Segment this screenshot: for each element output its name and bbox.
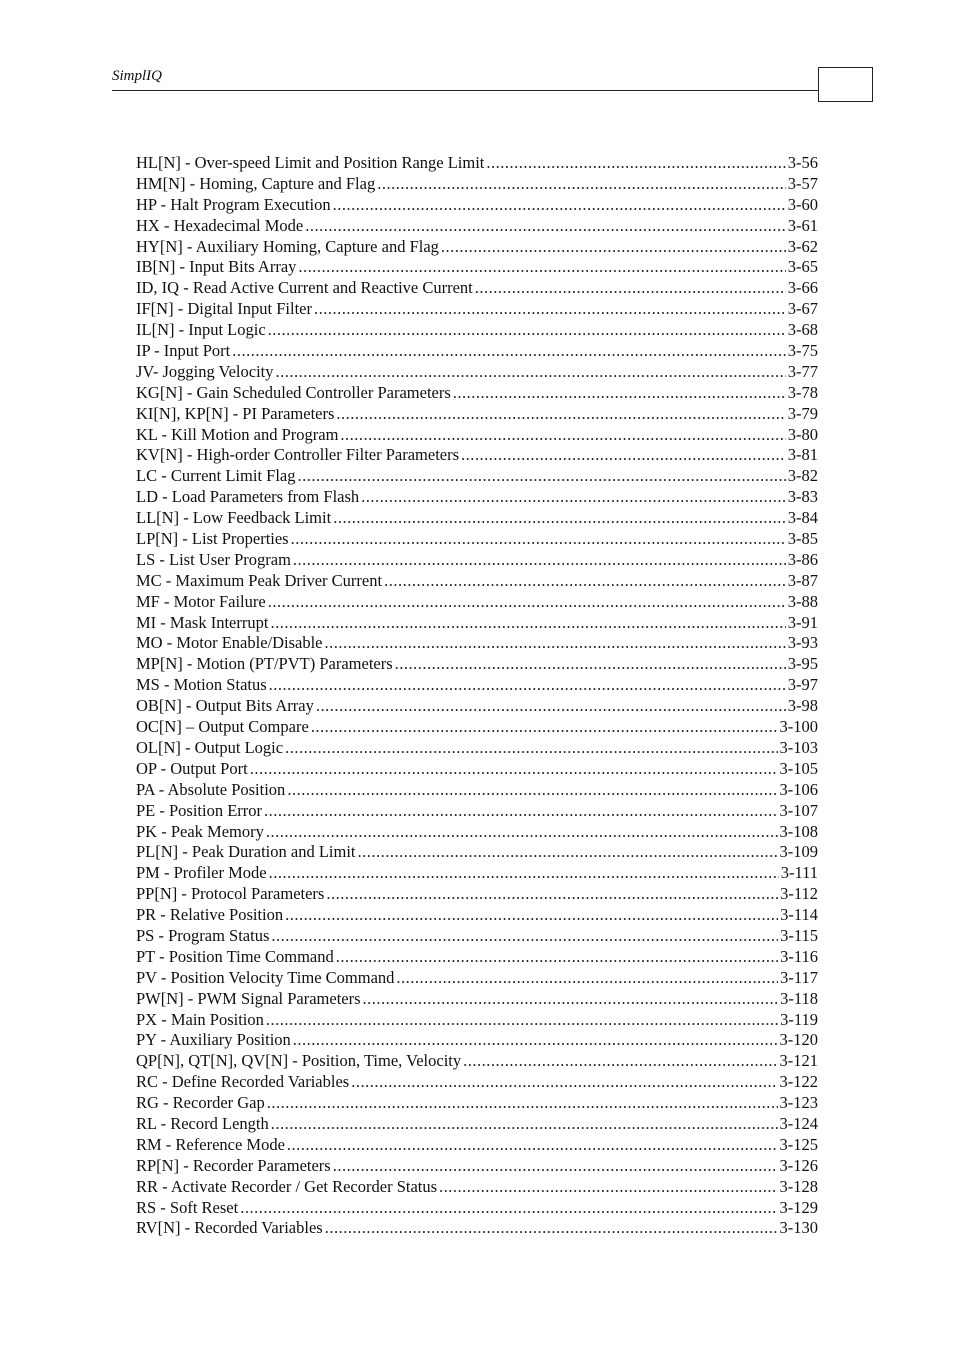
toc-entry-title: HX - Hexadecimal Mode: [136, 215, 304, 235]
toc-entry[interactable]: [136, 633, 818, 654]
toc-entry-page: 3-79: [787, 403, 818, 423]
toc-dot-leader: [395, 654, 786, 675]
toc-entry-page: 3-82: [787, 466, 818, 486]
toc-entry[interactable]: [136, 968, 818, 989]
toc-entry-page: 3-129: [779, 1197, 818, 1217]
toc-entry-page: 3-112: [780, 884, 818, 904]
toc-dot-leader: [266, 822, 778, 843]
toc-entry-title: PK - Peak Memory: [136, 821, 264, 841]
toc-entry-title: KV[N] - High-order Controller Filter Parameters: [136, 445, 460, 465]
toc-entry[interactable]: [136, 1135, 818, 1156]
toc-entry-title: IP - Input Port: [136, 341, 231, 361]
toc-entry[interactable]: [136, 989, 818, 1010]
toc-entry[interactable]: [136, 842, 818, 863]
toc-entry-title: PY - Auxiliary Position: [136, 1030, 291, 1050]
toc-dot-leader: [326, 884, 778, 905]
toc-entry-title: ID, IQ - Read Active Current and Reactive Current: [136, 278, 473, 298]
toc-dot-leader: [316, 696, 786, 717]
toc-dot-leader: [269, 863, 779, 884]
toc-dot-leader: [287, 1135, 778, 1156]
toc-dot-leader: [271, 926, 778, 947]
toc-dot-leader: [287, 780, 777, 801]
toc-dot-leader: [276, 362, 786, 383]
toc-entry-page: 3-115: [780, 925, 818, 945]
toc-dot-leader: [363, 989, 779, 1010]
toc-entry[interactable]: [136, 1030, 818, 1051]
toc-entry-page: 3-123: [779, 1093, 818, 1113]
toc-entry-page: 3-98: [787, 696, 818, 716]
toc-entry[interactable]: [136, 1156, 818, 1177]
toc-entry[interactable]: [136, 487, 818, 508]
toc-entry[interactable]: [136, 1010, 818, 1031]
toc-entry-page: 3-86: [787, 549, 818, 569]
toc-dot-leader: [463, 1051, 777, 1072]
toc-entry-page: 3-95: [787, 654, 818, 674]
toc-dot-leader: [267, 1093, 778, 1114]
toc-entry-title: PT - Position Time Command: [136, 946, 334, 966]
toc-entry-title: MC - Maximum Peak Driver Current: [136, 570, 383, 590]
toc-entry-title: OL[N] - Output Logic: [136, 737, 284, 757]
toc-entry-title: PE - Position Error: [136, 800, 263, 820]
toc-entry-title: PM - Profiler Mode: [136, 863, 267, 883]
toc-dot-leader: [453, 383, 786, 404]
toc-entry-title: LC - Current Limit Flag: [136, 466, 296, 486]
toc-dot-leader: [264, 801, 777, 822]
toc-entry-title: OC[N] – Output Compare: [136, 717, 309, 737]
toc-entry-title: MS - Motion Status: [136, 675, 267, 695]
toc-entry[interactable]: [136, 1198, 818, 1219]
toc-dot-leader: [250, 759, 778, 780]
toc-entry-page: 3-60: [787, 194, 818, 214]
toc-entry[interactable]: [136, 174, 818, 195]
toc-entry-title: RL - Record Length: [136, 1113, 269, 1133]
toc-entry-page: 3-78: [787, 382, 818, 402]
toc-dot-leader: [293, 550, 786, 571]
toc-entry[interactable]: [136, 1114, 818, 1135]
toc-dot-leader: [336, 947, 778, 968]
toc-entry-title: JV- Jogging Velocity: [136, 361, 274, 381]
toc-entry-page: 3-111: [780, 863, 818, 883]
toc-entry-page: 3-100: [779, 717, 818, 737]
toc-entry[interactable]: [136, 654, 818, 675]
toc-entry-title: HY[N] - Auxiliary Homing, Capture and Flag: [136, 236, 439, 256]
toc-entry-title: RM - Reference Mode: [136, 1134, 285, 1154]
toc-dot-leader: [271, 1114, 778, 1135]
toc-entry-title: PR - Relative Position: [136, 905, 284, 925]
toc-entry-page: 3-121: [779, 1051, 818, 1071]
toc-entry-title: KI[N], KP[N] - PI Parameters: [136, 403, 335, 423]
toc-entry-page: 3-97: [787, 675, 818, 695]
toc-dot-leader: [461, 445, 786, 466]
toc-dot-leader: [291, 529, 786, 550]
toc-dot-leader: [361, 487, 786, 508]
toc-entry-page: 3-107: [779, 800, 818, 820]
running-header-title: SimplIQ: [112, 68, 162, 84]
toc-dot-leader: [285, 738, 777, 759]
toc-entry-title: RS - Soft Reset: [136, 1197, 239, 1217]
toc-dot-leader: [486, 153, 785, 174]
toc-entry-page: 3-114: [780, 905, 818, 925]
toc-dot-leader: [325, 1218, 778, 1239]
toc-entry[interactable]: [136, 759, 818, 780]
toc-dot-leader: [336, 404, 785, 425]
toc-entry-title: MP[N] - Motion (PT/PVT) Parameters: [136, 654, 393, 674]
toc-dot-leader: [298, 257, 785, 278]
toc-entry-page: 3-120: [779, 1030, 818, 1050]
toc-entry-page: 3-91: [787, 612, 818, 632]
toc-entry-page: 3-108: [779, 821, 818, 841]
toc-entry-page: 3-103: [779, 737, 818, 757]
toc-entry-title: IB[N] - Input Bits Array: [136, 257, 297, 277]
toc-dot-leader: [333, 508, 786, 529]
toc-entry[interactable]: [136, 404, 818, 425]
toc-entry[interactable]: [136, 425, 818, 446]
toc-dot-leader: [439, 1177, 777, 1198]
toc-entry-title: LL[N] - Low Feedback Limit: [136, 508, 332, 528]
toc-dot-leader: [268, 320, 786, 341]
toc-entry-title: RR - Activate Recorder / Get Recorder Status: [136, 1176, 438, 1196]
toc-entry[interactable]: [136, 1218, 818, 1239]
toc-entry-page: 3-65: [787, 257, 818, 277]
toc-entry-title: PV - Position Velocity Time Command: [136, 967, 395, 987]
toc-entry[interactable]: [136, 216, 818, 237]
toc-entry[interactable]: [136, 466, 818, 487]
toc-entry-page: 3-125: [779, 1134, 818, 1154]
toc-entry-page: 3-116: [780, 946, 818, 966]
toc-entry-title: KL - Kill Motion and Program: [136, 424, 339, 444]
toc-entry-page: 3-93: [787, 633, 818, 653]
toc-dot-leader: [377, 174, 786, 195]
toc-entry[interactable]: [136, 383, 818, 404]
toc-dot-leader: [333, 195, 786, 216]
toc-entry-page: 3-85: [787, 529, 818, 549]
toc-entry-title: RG - Recorder Gap: [136, 1093, 265, 1113]
toc-entry[interactable]: [136, 592, 818, 613]
toc-entry-page: 3-119: [780, 1009, 818, 1029]
toc-entry-title: PL[N] - Peak Duration and Limit: [136, 842, 356, 862]
toc-entry-title: KG[N] - Gain Scheduled Controller Parameters: [136, 382, 451, 402]
toc-entry-title: OB[N] - Output Bits Array: [136, 696, 314, 716]
toc-entry-title: RC - Define Recorded Variables: [136, 1072, 350, 1092]
toc-dot-leader: [314, 299, 786, 320]
toc-entry-title: PA - Absolute Position: [136, 779, 286, 799]
toc-entry-page: 3-105: [779, 758, 818, 778]
toc-entry[interactable]: [136, 341, 818, 362]
toc-entry[interactable]: [136, 550, 818, 571]
toc-entry[interactable]: [136, 153, 818, 174]
toc-dot-leader: [396, 968, 778, 989]
toc-entry-title: OP - Output Port: [136, 758, 248, 778]
toc-entry-title: PS - Program Status: [136, 925, 270, 945]
header-rule: [112, 90, 818, 91]
toc-entry[interactable]: [136, 257, 818, 278]
toc-dot-leader: [269, 675, 786, 696]
toc-entry-page: 3-87: [787, 570, 818, 590]
toc-dot-leader: [240, 1198, 777, 1219]
toc-entry[interactable]: [136, 822, 818, 843]
toc-entry[interactable]: [136, 613, 818, 634]
toc-entry-title: LD - Load Parameters from Flash: [136, 487, 360, 507]
toc-dot-leader: [311, 717, 778, 738]
toc-dot-leader: [384, 571, 786, 592]
toc-entry-title: IL[N] - Input Logic: [136, 320, 266, 340]
toc-entry-title: PP[N] - Protocol Parameters: [136, 884, 325, 904]
toc-dot-leader: [305, 216, 786, 237]
toc-dot-leader: [325, 633, 786, 654]
toc-entry[interactable]: [136, 508, 818, 529]
toc-entry-page: 3-118: [780, 988, 818, 1008]
toc-entry-page: 3-81: [787, 445, 818, 465]
toc-dot-leader: [475, 278, 786, 299]
toc-entry-title: HP - Halt Program Execution: [136, 194, 331, 214]
toc-entry-title: MO - Motor Enable/Disable: [136, 633, 323, 653]
toc-entry-page: 3-126: [779, 1155, 818, 1175]
toc-entry-page: 3-109: [779, 842, 818, 862]
toc-entry[interactable]: [136, 299, 818, 320]
toc-entry[interactable]: [136, 529, 818, 550]
toc-entry[interactable]: [136, 675, 818, 696]
toc-dot-leader: [333, 1156, 778, 1177]
toc-entry[interactable]: [136, 445, 818, 466]
toc-entry-title: PX - Main Position: [136, 1009, 264, 1029]
toc-entry[interactable]: [136, 696, 818, 717]
toc-entry-page: 3-83: [787, 487, 818, 507]
toc-entry-page: 3-56: [787, 153, 818, 172]
toc-entry-title: MF - Motor Failure: [136, 591, 266, 611]
toc-entry-page: 3-106: [779, 779, 818, 799]
toc-entry-page: 3-128: [779, 1176, 818, 1196]
toc-entry[interactable]: [136, 237, 818, 258]
toc-entry-title: LP[N] - List Properties: [136, 529, 289, 549]
page-number-box: [818, 67, 873, 102]
toc-entry-page: 3-68: [787, 320, 818, 340]
toc-entry[interactable]: [136, 195, 818, 216]
toc-entry-page: 3-67: [787, 299, 818, 319]
toc-dot-leader: [266, 1010, 778, 1031]
table-of-contents: [136, 153, 818, 1239]
toc-entry[interactable]: [136, 362, 818, 383]
toc-entry-title: IF[N] - Digital Input Filter: [136, 299, 312, 319]
toc-entry-page: 3-61: [787, 215, 818, 235]
toc-entry[interactable]: [136, 1051, 818, 1072]
toc-entry[interactable]: [136, 905, 818, 926]
toc-entry[interactable]: [136, 1072, 818, 1093]
toc-entry-page: 3-122: [779, 1072, 818, 1092]
toc-entry-title: QP[N], QT[N], QV[N] - Position, Time, Velocity: [136, 1051, 462, 1071]
toc-entry-page: 3-62: [787, 236, 818, 256]
toc-entry-page: 3-124: [779, 1113, 818, 1133]
toc-entry-title: HL[N] - Over-speed Limit and Position Range Limit: [136, 153, 485, 172]
toc-entry-page: 3-117: [780, 967, 818, 987]
toc-entry-page: 3-80: [787, 424, 818, 444]
toc-entry[interactable]: [136, 738, 818, 759]
toc-dot-leader: [441, 237, 786, 258]
toc-entry[interactable]: [136, 278, 818, 299]
toc-dot-leader: [340, 425, 785, 446]
toc-entry-page: 3-84: [787, 508, 818, 528]
toc-entry[interactable]: [136, 947, 818, 968]
toc-entry-title: HM[N] - Homing, Capture and Flag: [136, 173, 376, 193]
toc-entry-title: PW[N] - PWM Signal Parameters: [136, 988, 361, 1008]
toc-entry[interactable]: [136, 863, 818, 884]
toc-entry[interactable]: [136, 1093, 818, 1114]
toc-entry-page: 3-57: [787, 173, 818, 193]
toc-entry[interactable]: [136, 801, 818, 822]
toc-entry-page: 3-66: [787, 278, 818, 298]
toc-entry[interactable]: [136, 1177, 818, 1198]
toc-dot-leader: [232, 341, 785, 362]
toc-entry[interactable]: [136, 926, 818, 947]
toc-entry[interactable]: [136, 320, 818, 341]
toc-entry-title: RP[N] - Recorder Parameters: [136, 1155, 331, 1175]
toc-entry-title: MI - Mask Interrupt: [136, 612, 269, 632]
toc-entry[interactable]: [136, 717, 818, 738]
toc-dot-leader: [351, 1072, 777, 1093]
toc-dot-leader: [297, 466, 785, 487]
toc-entry-title: LS - List User Program: [136, 549, 291, 569]
toc-dot-leader: [358, 842, 778, 863]
toc-entry-page: 3-75: [787, 341, 818, 361]
toc-dot-leader: [285, 905, 778, 926]
toc-entry-title: RV[N] - Recorded Variables: [136, 1218, 323, 1238]
toc-entry[interactable]: [136, 571, 818, 592]
toc-dot-leader: [270, 613, 785, 634]
toc-entry[interactable]: [136, 884, 818, 905]
toc-dot-leader: [293, 1030, 778, 1051]
toc-entry-page: 3-77: [787, 361, 818, 381]
toc-dot-leader: [268, 592, 786, 613]
toc-entry-page: 3-88: [787, 591, 818, 611]
toc-entry-page: 3-130: [779, 1218, 818, 1238]
toc-entry[interactable]: [136, 780, 818, 801]
